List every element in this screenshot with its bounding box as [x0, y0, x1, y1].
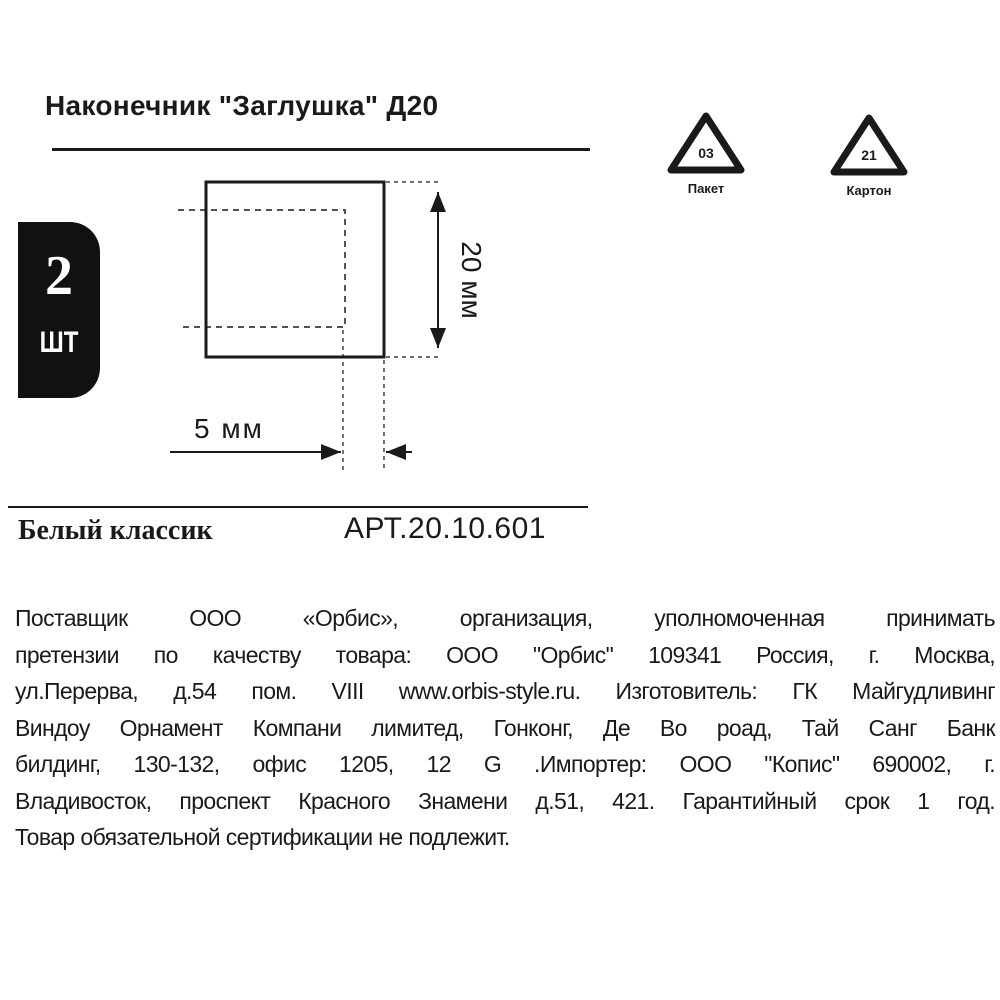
recycle-triangle-icon: [661, 108, 751, 178]
article-number: АРТ.20.10.601: [344, 512, 546, 545]
hidden-insert-outline: [178, 210, 345, 327]
description-line: Владивосток, проспект Красного Знамени д.51, 421. Гарантийный срок 1 год.: [15, 787, 995, 814]
bottom-divider: [8, 506, 588, 508]
quantity-unit: ШТ: [39, 326, 79, 359]
description-line: Поставщик ООО «Орбис», организация, уполномоченная принимать: [15, 605, 995, 631]
height-dimension-label: 20 мм: [456, 241, 487, 319]
recycle-badge-packet: [661, 108, 751, 196]
width-dimension-label: 5 мм: [194, 413, 264, 444]
extension-lines: [343, 182, 442, 472]
description-line: билдинг, 130-132, офис 1205, 12 G .Импортер: ООО "Копис" 690002, г.: [15, 751, 995, 777]
recycle-code: 03: [698, 145, 714, 161]
recycle-badge-carton: [824, 110, 914, 198]
recycle-label: Пакет: [687, 181, 725, 196]
cap-outline: [206, 182, 384, 357]
description-line: ул.Перерва, д.54 пом. VIII www.orbis-style.ru. Изготовитель: ГК Майгудливинг: [15, 678, 995, 704]
recycle-triangle-icon: [824, 110, 914, 180]
description-line: претензии по качеству товара: ООО "Орбис" 109341 Россия, г. Москва,: [15, 641, 995, 668]
recycle-label: Картон: [846, 183, 892, 198]
supplier-description: [15, 600, 995, 856]
dimension-drawing: [0, 0, 600, 500]
recycle-code: 21: [861, 147, 877, 163]
quantity-count: 2: [45, 245, 73, 307]
description-line: Виндоу Орнамент Компани лимитед, Гонконг, Де Во роад, Тай Санг Банк: [15, 714, 995, 741]
color-name: Белый классик: [18, 515, 213, 546]
product-title: Наконечник "Заглушка" Д20: [45, 90, 439, 121]
description-line: Товар обязательной сертификации не подлежит.: [15, 824, 510, 850]
